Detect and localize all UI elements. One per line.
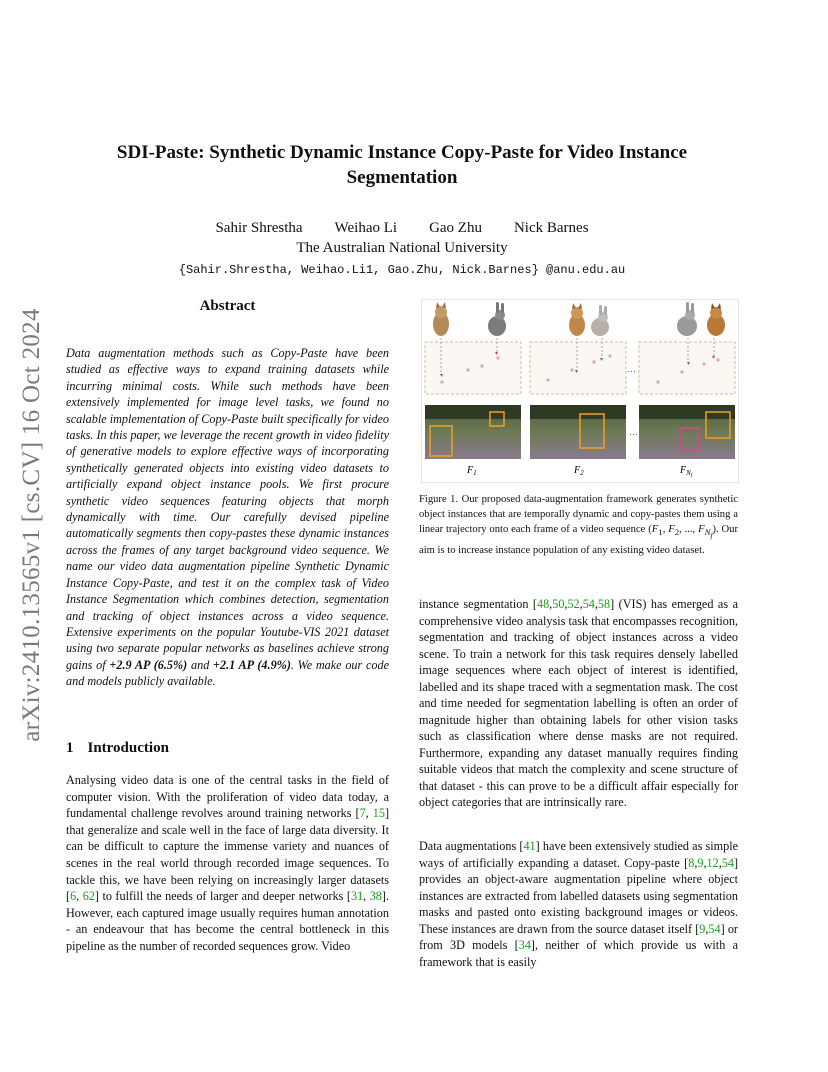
trajectory-panel xyxy=(639,342,735,394)
author: Nick Barnes xyxy=(513,220,589,236)
citation-link[interactable]: 48 xyxy=(536,597,550,611)
citation-link[interactable]: 9 xyxy=(697,855,704,870)
citation-link[interactable]: 58 xyxy=(597,597,611,611)
citation-link[interactable]: 54 xyxy=(721,855,734,870)
citation-link[interactable]: 15 xyxy=(372,806,385,821)
paper-title: SDI-Paste: Synthetic Dynamic Instance Copy-Paste for Video Instance Segmentation xyxy=(116,142,688,188)
citation-link[interactable]: 9 xyxy=(699,921,706,936)
cat-icon xyxy=(569,303,585,336)
citation-link[interactable]: 12 xyxy=(706,855,719,870)
cat-icon xyxy=(433,302,449,336)
section-heading-introduction: 1 Introduction xyxy=(66,740,169,756)
abstract-heading: Abstract xyxy=(199,298,256,314)
cat-icon xyxy=(707,303,725,336)
right-paragraph-2: Data augmentations [41] have been extensively studied as simple ways of artificially expanding a dataset. Copy-paste [8,9,12,54] provides an object-aware augmentation pipeline where object instances are extracted from labelled datasets using segmentation masks and pasted onto existing background images or videos. These instances are drawn from the source dataset itself [9,54] or from 3D models [34], neither of which provide us with a framework that is easily xyxy=(419,839,738,969)
citation-link[interactable]: 54 xyxy=(708,921,721,936)
trajectory-panel xyxy=(530,342,626,394)
citation-link[interactable]: 52 xyxy=(567,597,580,611)
citation-link[interactable]: 7 xyxy=(359,806,366,821)
citation-link[interactable]: 6 xyxy=(70,889,77,904)
figure-1-illustration xyxy=(422,300,738,482)
citation-link[interactable]: 50 xyxy=(552,597,565,611)
rabbit-icon xyxy=(677,302,697,336)
abstract-body: Data augmentation methods such as Copy-Paste have been studied as effective ways to expand training datasets while incurring minimal costs. While such methods have been extensively implemented for image level tasks, we found no scalable implementation of Copy-Paste built specifically for video tasks. In this paper, we leverage the recent growth in video fidelity of generative models to explore effective ways of incorporating synthetically generated objects into existing video datasets to artificially expand object instance pools. We first procure synthetic video sequences featuring objects that morph dynamically with time. Our carefully devised pipeline automatically segments then copy-pastes these dynamic instances across the frames of any target background video sequence. We name our video data augmentation pipeline Synthetic Dynamic Instance Copy-Paste, and test it on the complex task of Video Instance Segmentation which combines detection, segmentation and tracking of object instances across a video sequence. Extensive experiments on the popular Youtube-VIS 2021 dataset using two separate popular networks as baselines achieve strong gains of +2.9 AP (6.5%) and +2.1 AP (4.9%). We make our code and models publicly available. xyxy=(66,346,390,689)
author-emails: {Sahir.Shrestha, Weihao.Li1, Gao.Zhu, Nick.Barnes} @anu.edu.au xyxy=(178,263,626,277)
figure-1 xyxy=(421,299,739,483)
arxiv-identifier: arXiv:2410.13565v1 [cs.CV] 16 Oct 2024 xyxy=(18,308,45,742)
frame-label: $F_2$ xyxy=(574,465,584,477)
citation-link[interactable]: 38 xyxy=(369,889,382,904)
frame-label: $F_1$ xyxy=(467,465,477,477)
trajectory-panel xyxy=(425,342,521,394)
author: Weihao Li xyxy=(334,220,398,236)
introduction-paragraph: Analysing video data is one of the central tasks in the field of computer vision. With the proliferation of video data today, a fundamental challenge revolves around training networks [7, 15] that generalize and scale well in the face of large data diversity. It can be difficult to capture the immense variety and nuances of scenes in the real world through recorded image sequences. To tackle this, we have been relying on increasingly larger datasets [6, 62] to fulfill the needs of larger and deeper networks [31, 38]. However, each captured image usually requires human annotation - an endeavour that has become the central bottleneck in this pipeline as the number of recorded sequences grow. Video xyxy=(66,773,389,953)
figure-1-caption: Figure 1. Our proposed data-augmentation framework generates synthetic object instances that are temporally dynamic and copy-pastes them using a linear trajectory onto each frame of a video sequence ($F_1$, $F_2$, ..., $F_{N_f}$). Our aim is to increase instance population of any existing video dataset. xyxy=(419,494,739,556)
svg-text:…: … xyxy=(629,428,638,438)
author: Gao Zhu xyxy=(429,220,482,236)
author-names xyxy=(64,218,740,238)
citation-link[interactable]: 34 xyxy=(518,938,531,952)
author: Sahir Shrestha xyxy=(215,220,303,236)
right-paragraph-1: instance segmentation [48,50,52,54,58] (VIS) has emerged as a comprehensive video analysis task that encompasses recognition, segmentation and tracking of object instances across a video scene. To train a network for this task requires densely labelled image sequences where each object of interest is identified, labelled and its shape traced with a segmentation mask. The cost and time needed for segmentation labelling is often an order of magnitude higher than obtaining labels for other vision tasks such as classification where dense masks are not required. Furthermore, expanding any dataset manually requires finding suitable videos that match the complexity and scene structure of that dataset - this can prove to be a difficult affair especially for object categories that are intrinsically rare. xyxy=(419,597,738,809)
citation-link[interactable]: 31 xyxy=(350,889,364,904)
affiliation: The Australian National University xyxy=(296,240,508,256)
rabbit-icon xyxy=(591,305,609,336)
svg-text:…: … xyxy=(627,365,636,375)
author-block xyxy=(64,218,740,280)
citation-link[interactable]: 8 xyxy=(688,855,695,870)
frame-label: $F_Nf$ xyxy=(680,465,693,479)
citation-link[interactable]: 54 xyxy=(582,597,595,611)
citation-link[interactable]: 62 xyxy=(82,889,95,904)
citation-link[interactable]: 41 xyxy=(523,839,536,853)
rabbit-icon xyxy=(488,302,506,336)
